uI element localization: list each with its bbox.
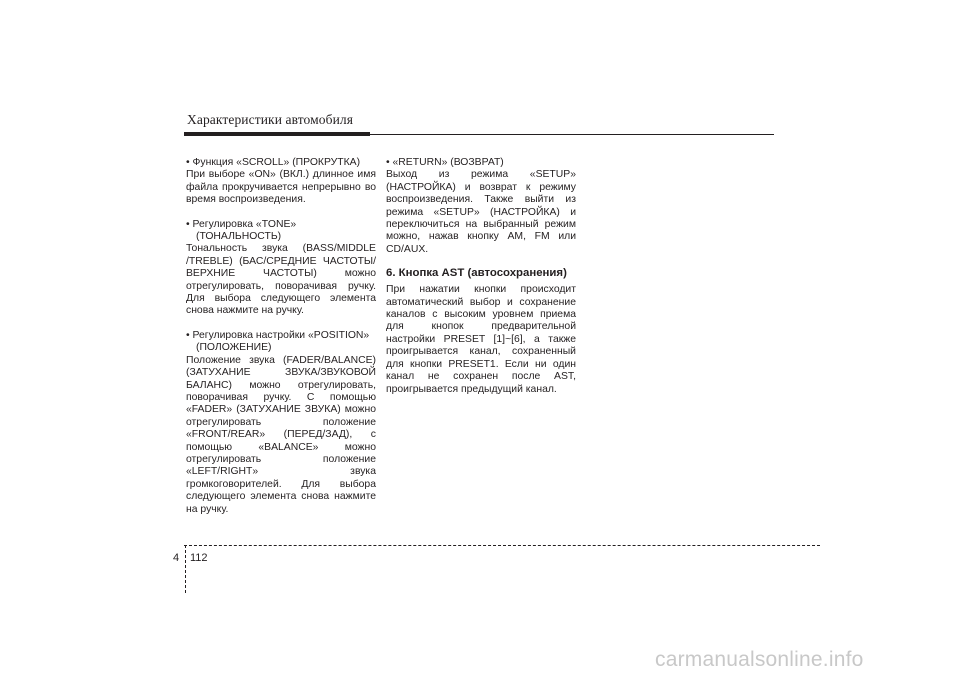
scroll-body: При выборе «ON» (ВКЛ.) длинное имя файла прокручивается непрерывно во время воспроизведения. [186,169,376,206]
header-rule [184,134,774,135]
return-bullet-title: • «RETURN» (ВОЗВРАТ) [386,157,504,168]
watermark-text: carmanualsonline.info [655,648,864,671]
header-title: Характеристики автомобиля [187,112,354,127]
right-column [386,157,576,396]
tone-bullet-title [186,219,376,244]
position-bullet-line1: • Регулировка настройки «POSITION» [186,329,370,341]
left-column [186,157,376,516]
ast-heading: 6. Кнопка AST (автосохранения) [386,267,567,280]
position-bullet-line2: (ПОЛОЖЕНИЕ) [196,342,272,354]
tone-bullet-line1: • Регулировка «TONE» [186,218,297,230]
footer-divider [185,545,186,593]
ast-body: При нажатии кнопки происходит автоматический выбор и сохранение каналов с высоким уровнем приема для кнопок предварительной настройки PRESET [1]~[6], а также проигрывается канал, сохраненный для кнопки PRESET1. Если ни один канал не сохранен после AST, проигрывается предыдущий канал. [386,284,576,395]
tone-body: Тональность звука (BASS/MIDDLE /TREBLE) (БАС/СРЕДНИЕ ЧАСТОТЫ/ ВЕРХНИЕ ЧАСТОТЫ) можно отрегулировать, поворачивая ручку. Для выбора следующего элемента снова нажмите на ручку. [186,243,376,317]
scroll-bullet-title: • Функция «SCROLL» (ПРОКРУТКА) [186,157,361,168]
return-body: Выход из режима «SETUP» (НАСТРОЙКА) и возврат к режиму воспроизведения. Также выйти из режима «SETUP» (НАСТРОЙКА) и переключиться на выбранный режим можно, нажав кнопку AM, FM или CD/AUX. [386,169,576,255]
position-bullet-title [186,330,376,355]
position-body: Положение звука (FADER/BALANCE) (ЗАТУХАНИЕ ЗВУКА/ЗВУКОВОЙ БАЛАНС) можно отрегулировать, поворачивая ручку. С помощью «FADER» (ЗАТУХАНИЕ ЗВУКА) можно отрегулировать положение «FRONT/REAR» (ПЕРЕД/ЗАД), с помощью «BALANCE» можно отрегулировать положение «LEFT/RIGHT» звука громкоговорителей. Для выбора следующего элемента снова нажмите на ручку. [186,354,376,515]
tone-bullet-line2: (ТОНАЛЬНОСТЬ) [196,231,282,243]
page-number: 112 [190,552,208,564]
chapter-number: 4 [173,552,180,564]
footer-rule [184,545,820,546]
